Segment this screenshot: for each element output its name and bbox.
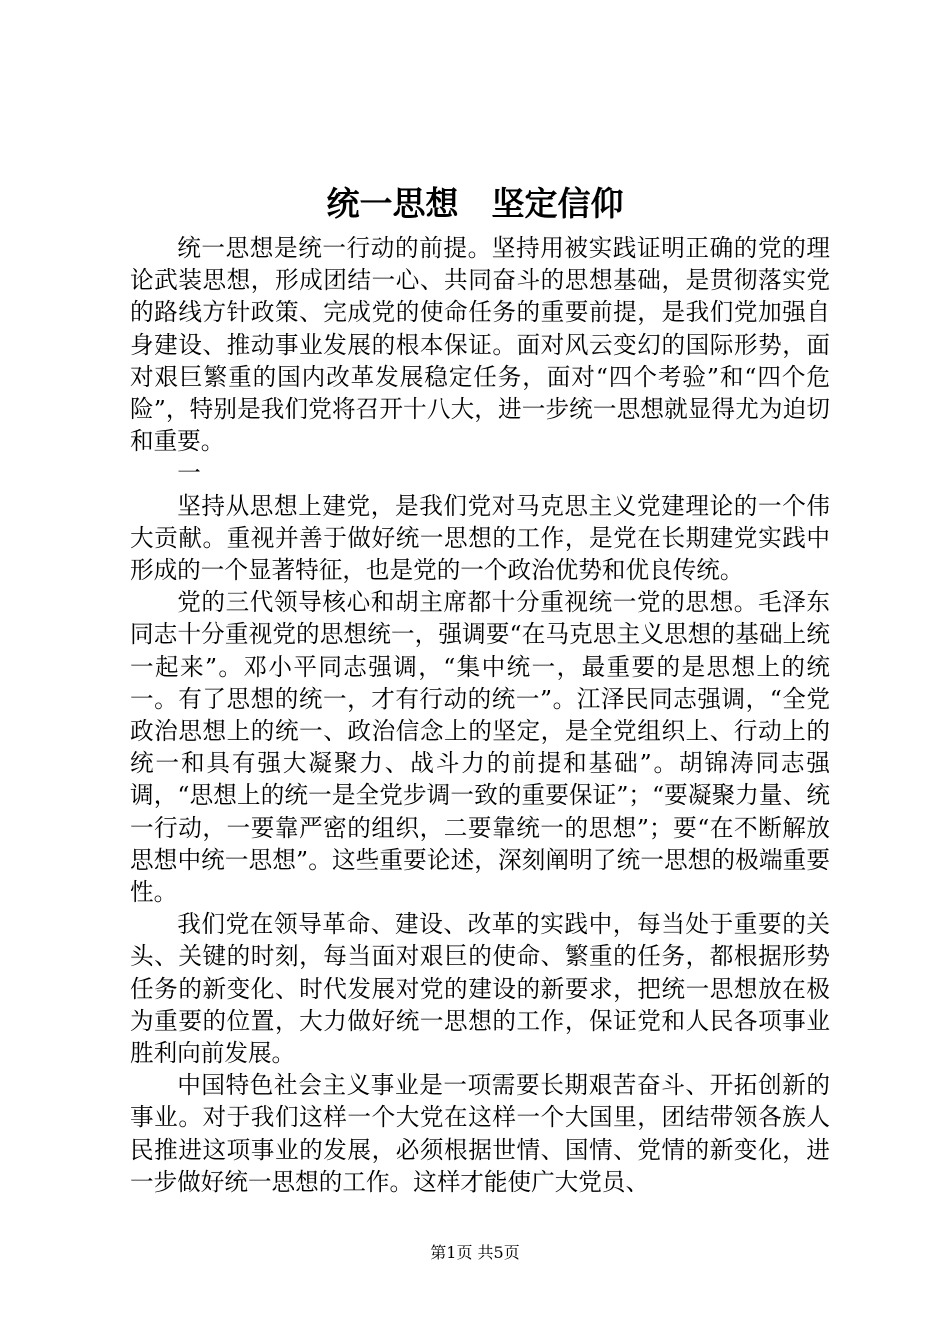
paragraph-leaders-quotes: 党的三代领导核心和胡主席都十分重视统一党的思想。毛泽东同志十分重视党的思想统一，强调要“在马克思主义思想的基础上统一起来”。邓小平同志强调，“集中统一，最重要的是思想上的统一。有了思想的统一，才有行动的统一”。江泽民同志强调，“全党政治思想上的统一、政治信念上的坚定，是全党组织上、行动上的统一和具有强大凝聚力、战斗力的前提和基础”。胡锦涛同志强调，“思想上的统一是全党步调一致的重要保证”；“要凝聚力量、统一行动，一要靠严密的组织，二要靠统一的思想”；要“在不断解放思想中统一思想”。这些重要论述，深刻阐明了统一思想的极端重要性。	[130, 588, 830, 907]
paragraph-socialism: 中国特色社会主义事业是一项需要长期艰苦奋斗、开拓创新的事业。对于我们这样一个大党在这样一个大国里，团结带领各族人民推进这项事业的发展，必须根据世情、国情、党情的新变化，进一步做好统一思想的工作。这样才能使广大党员、	[130, 1071, 830, 1196]
paragraph-party-building: 坚持从思想上建党，是我们党对马克思主义党建理论的一个伟大贡献。重视并善于做好统一思想的工作，是党在长期建党实践中形成的一个显著特征，也是党的一个政治优势和优良传统。	[130, 491, 830, 585]
paragraph-history: 我们党在领导革命、建设、改革的实践中，每当处于重要的关头、关键的时刻，每当面对艰巨的使命、繁重的任务，都根据形势任务的新变化、时代发展对党的建设的新要求，把统一思想放在极为重要的位置，大力做好统一思想的工作，保证党和人民各项事业胜利向前发展。	[130, 910, 830, 1068]
document-title: 统一思想 坚定信仰	[326, 184, 624, 223]
page-footer: 第1页 共5页	[430, 1243, 520, 1262]
document-body	[130, 232, 830, 1198]
paragraph-intro: 统一思想是统一行动的前提。坚持用被实践证明正确的党的理论武装思想，形成团结一心、共同奋斗的思想基础，是贯彻落实党的路线方针政策、完成党的使命任务的重要前提，是我们党加强自身建设、推动事业发展的根本保证。面对风云变幻的国际形势，面对艰巨繁重的国内改革发展稳定任务，面对“四个考验”和“四个危险”，特别是我们党将召开十八大，进一步统一思想就显得尤为迫切和重要。	[130, 234, 830, 456]
section-number: 一	[177, 459, 201, 488]
